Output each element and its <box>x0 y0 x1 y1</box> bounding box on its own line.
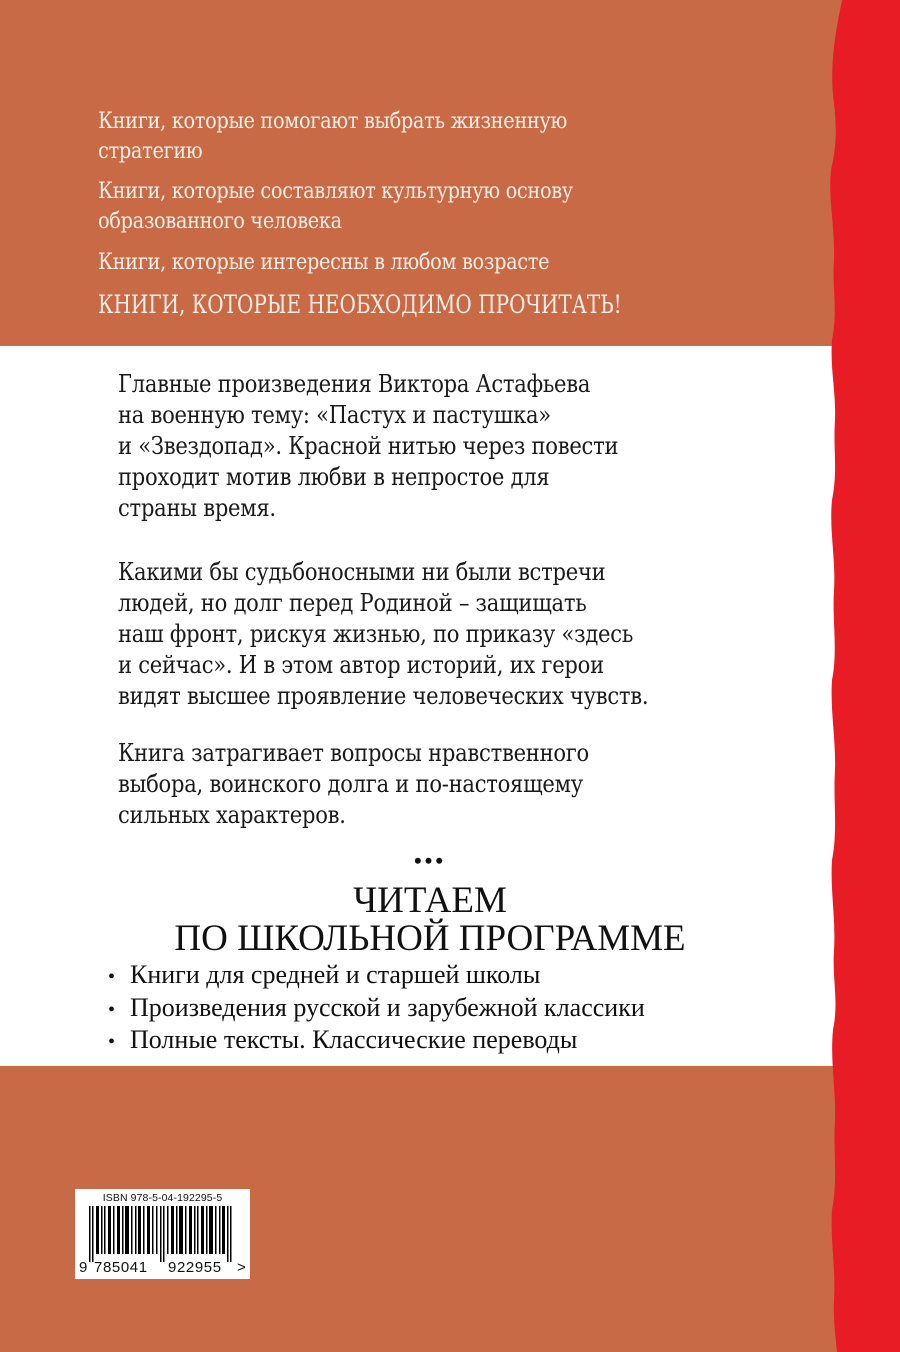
tagline-any-age <box>98 247 549 277</box>
paragraph-line: и «Звездопад». Красной нитью через повести <box>118 431 619 460</box>
bullet-icon: • <box>108 966 116 988</box>
bullet-icon: • <box>108 1031 116 1053</box>
paragraph-line: проходит мотив любви в непростое для <box>118 462 550 491</box>
feature-text: Произведения русской и зарубежной классики <box>130 992 645 1022</box>
tagline-line: образованного человека <box>98 208 342 234</box>
ean-left-group: 785041 <box>94 1259 148 1276</box>
tagline-line: Книги, которые помогают выбрать жизненную <box>98 108 567 134</box>
top-color-band <box>0 0 860 346</box>
feature-item <box>108 1025 645 1058</box>
tagline-must-read <box>98 290 622 320</box>
series-feature-list <box>108 960 645 1058</box>
paragraph-line: Какими бы судьбоносными ни были встречи <box>118 557 606 586</box>
separator-dots: ••• <box>413 848 447 873</box>
paragraph-line: видят высшее проявление человеческих чувств. <box>118 681 649 710</box>
paragraph-line: Книга затрагивает вопросы нравственного <box>118 738 589 767</box>
feature-item <box>108 960 645 993</box>
paragraph-line: выбора, воинского долга и по-настоящему <box>118 769 583 798</box>
series-title-line: ПО ШКОЛЬНОЙ ПРОГРАММЕ <box>174 918 686 959</box>
isbn-label: ISBN 978-5-04-192295-5 <box>102 1192 223 1204</box>
tagline-line: Книги, которые интересны в любом возрасте <box>98 249 550 275</box>
ean-right-group: 922955 <box>168 1259 222 1276</box>
paragraph-line: страны время. <box>118 493 276 522</box>
paragraph-line: и сейчас». И в этом автор историй, их герои <box>118 650 604 679</box>
paragraph-line: на военную тему: «Пастух и пастушка» <box>118 400 551 429</box>
feature-item <box>108 993 645 1026</box>
paragraph-line: наш фронт, рискуя жизнью, по приказу «здесь <box>118 619 634 648</box>
barcode-icon <box>89 1206 239 1262</box>
feature-text: Полные тексты. Классические переводы <box>130 1025 578 1054</box>
ean-first-digit: 9 <box>79 1259 88 1276</box>
tagline-life-strategy <box>98 106 567 166</box>
paragraph-line: Главные произведения Виктора Астафьева <box>118 369 591 398</box>
isbn-barcode-block <box>75 1189 250 1279</box>
tagline-cultural-basis <box>98 176 573 236</box>
tagline-line: стратегию <box>98 138 203 164</box>
paragraph-line: людей, но долг перед Родиной – защищать <box>118 588 587 617</box>
red-spine-edge <box>830 0 900 1352</box>
description-paragraph-3 <box>118 737 589 830</box>
tagline-line: КНИГИ, КОТОРЫЕ НЕОБХОДИМО ПРОЧИТАТЬ! <box>98 290 622 319</box>
series-title <box>0 882 860 958</box>
description-paragraph-1 <box>118 368 618 523</box>
feature-text: Книги для средней и старшей школы <box>130 960 541 989</box>
bullet-icon: • <box>108 998 116 1021</box>
series-title-line: ЧИТАЕМ <box>353 880 507 921</box>
tagline-line: Книги, которые составляют культурную основу <box>98 178 573 204</box>
paragraph-line: сильных характеров. <box>118 800 346 829</box>
ean-quiet-zone-arrow: > <box>237 1259 246 1276</box>
ean-digits <box>75 1259 250 1277</box>
description-paragraph-2 <box>118 556 648 711</box>
